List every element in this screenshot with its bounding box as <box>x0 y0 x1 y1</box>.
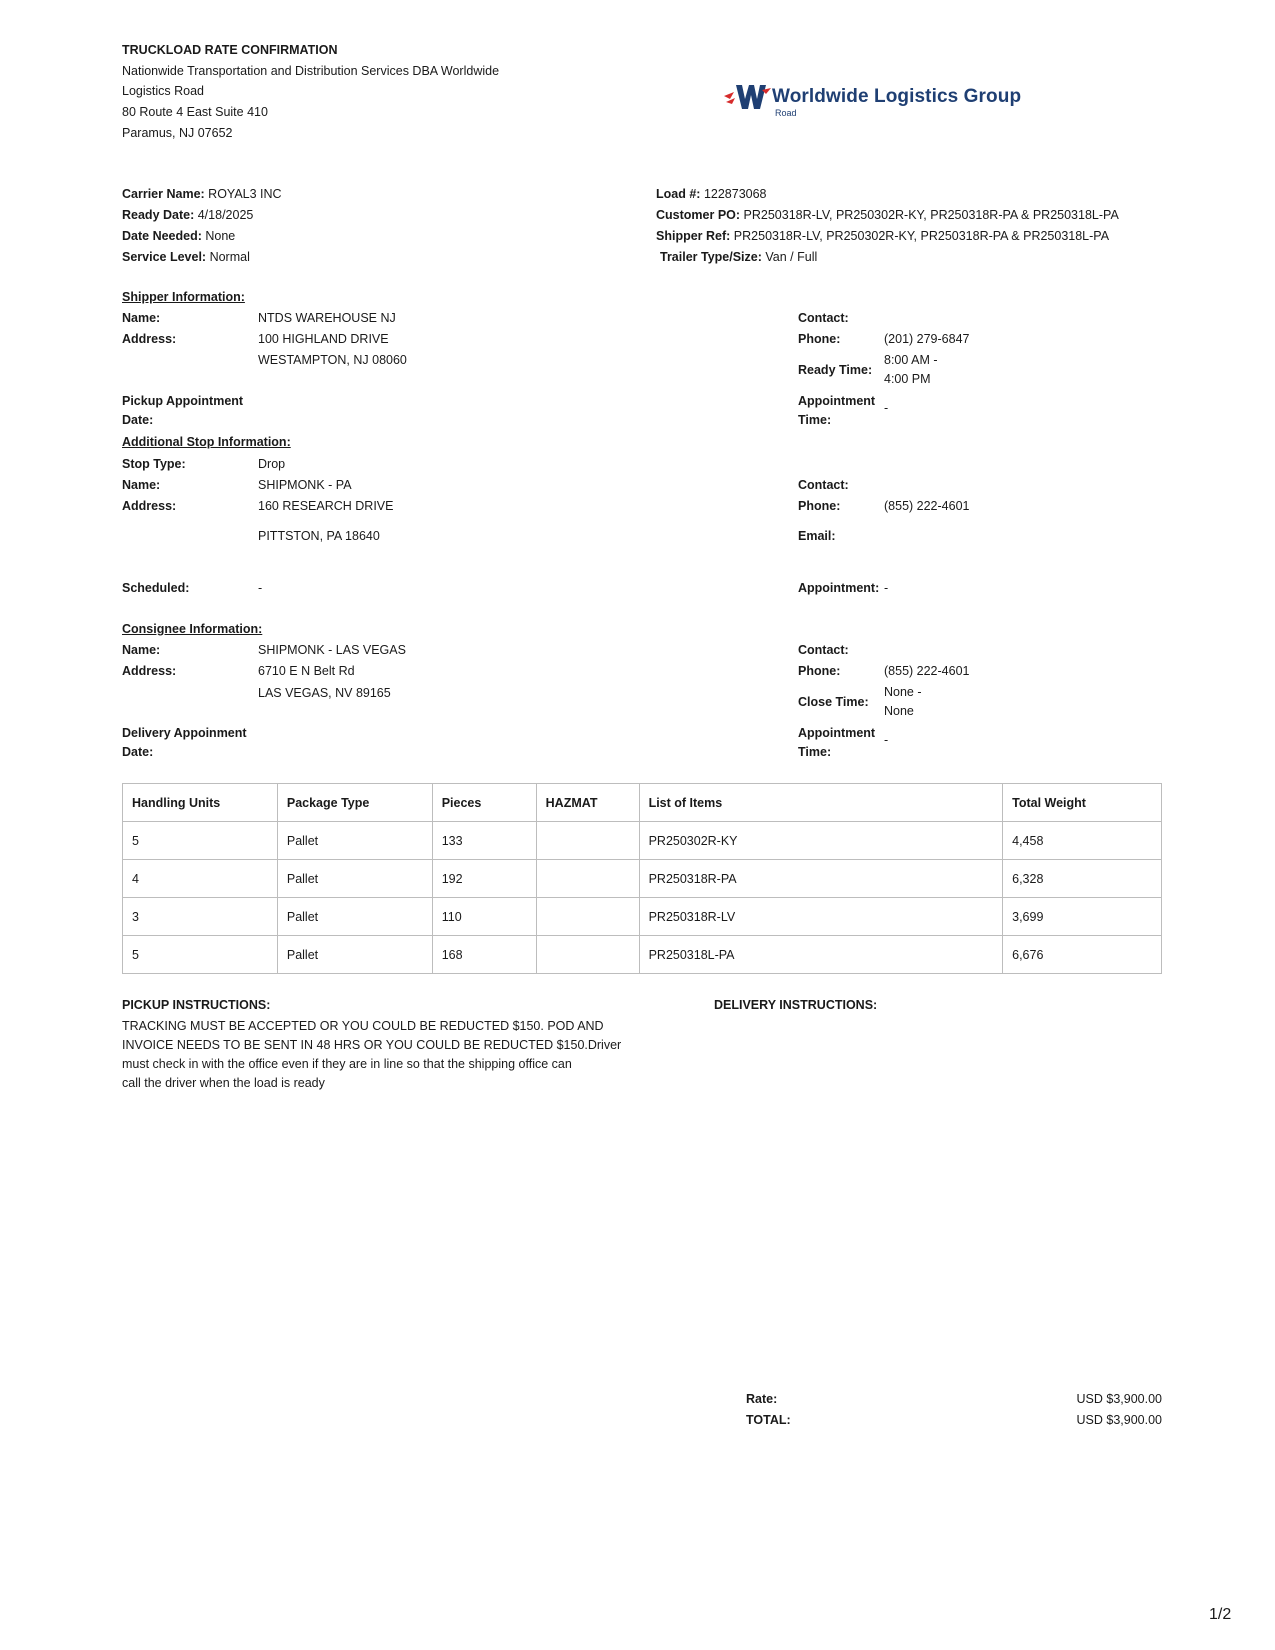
pickup-instructions-line3: must check in with the office even if they are in line so that the shipping office can <box>122 1057 572 1071</box>
logo-w-icon <box>722 82 772 112</box>
close-time-start: None - <box>884 685 922 699</box>
stop-appointment-label: Appointment: <box>798 581 880 595</box>
consignee-contact-label: Contact: <box>798 643 849 657</box>
company-address-line1: 80 Route 4 East Suite 410 <box>122 105 268 119</box>
close-time-end: None <box>884 704 914 718</box>
total-label: TOTAL: <box>746 1413 791 1427</box>
shipper-ref-value: PR250318R-LV, PR250302R-KY, PR250318R-PA & PR250318L-PA <box>733 229 1110 243</box>
shipper-ref-label: Shipper Ref: <box>656 229 731 243</box>
stop-contact-label: Contact: <box>798 478 849 492</box>
stop-scheduled-label: Scheduled: <box>122 581 190 595</box>
cell-total-weight: 6,676 <box>1003 936 1162 974</box>
ready-date-row <box>122 207 253 223</box>
cell-pieces: 168 <box>432 936 536 974</box>
delivery-appt-time-value: - <box>884 733 889 747</box>
cell-hazmat <box>536 936 639 974</box>
cell-handling-units: 4 <box>123 860 278 898</box>
date-needed-row <box>122 228 235 244</box>
shipper-heading: Shipper Information: <box>122 290 245 304</box>
stop-type-label: Stop Type: <box>122 457 186 471</box>
delivery-appt-date-label2: Date: <box>122 745 154 759</box>
stop-phone-label: Phone: <box>798 499 841 513</box>
cell-total-weight: 4,458 <box>1003 822 1162 860</box>
cell-pieces: 192 <box>432 860 536 898</box>
cell-handling-units: 5 <box>123 822 278 860</box>
cell-pieces: 133 <box>432 822 536 860</box>
ready-date-value: 4/18/2025 <box>197 208 254 222</box>
total-value: USD $3,900.00 <box>1076 1413 1162 1427</box>
pickup-instructions-line1: TRACKING MUST BE ACCEPTED OR YOU COULD BE REDUCTED $150. POD AND <box>122 1019 604 1033</box>
table-row <box>123 936 1162 974</box>
shipper-contact-label: Contact: <box>798 311 849 325</box>
rate-value: USD $3,900.00 <box>1076 1392 1162 1406</box>
stop-name-label: Name: <box>122 478 161 492</box>
customer-po-row <box>656 207 1119 223</box>
pickup-instructions-heading: PICKUP INSTRUCTIONS: <box>122 998 271 1012</box>
cell-total-weight: 6,328 <box>1003 860 1162 898</box>
shipper-address2: WESTAMPTON, NJ 08060 <box>258 353 407 367</box>
load-number-label: Load #: <box>656 187 701 201</box>
carrier-name-row <box>122 186 282 202</box>
pickup-appt-date-label2: Date: <box>122 413 154 427</box>
header-pieces: Pieces <box>432 784 536 822</box>
stop-heading: Additional Stop Information: <box>122 435 291 449</box>
customer-po-value: PR250318R-LV, PR250302R-KY, PR250318R-PA & PR250318L-PA <box>743 208 1119 222</box>
document-title: TRUCKLOAD RATE CONFIRMATION <box>122 43 338 57</box>
items-table <box>122 783 1162 974</box>
table-header-row <box>123 784 1162 822</box>
header-handling-units: Handling Units <box>123 784 278 822</box>
pickup-instructions-line4: call the driver when the load is ready <box>122 1076 325 1090</box>
consignee-address2: LAS VEGAS, NV 89165 <box>258 686 391 700</box>
trailer-row <box>660 249 817 265</box>
stop-phone: (855) 222-4601 <box>884 499 970 513</box>
logo-subtext: Road <box>775 108 797 118</box>
ready-time-end: 4:00 PM <box>884 372 931 386</box>
table-row <box>123 898 1162 936</box>
cell-list-of-items: PR250302R-KY <box>639 822 1003 860</box>
cell-handling-units: 5 <box>123 936 278 974</box>
consignee-phone: (855) 222-4601 <box>884 664 970 678</box>
customer-po-label: Customer PO: <box>656 208 741 222</box>
stop-address-label: Address: <box>122 499 177 513</box>
date-needed-value: None <box>205 229 236 243</box>
cell-list-of-items: PR250318R-PA <box>639 860 1003 898</box>
cell-package-type: Pallet <box>277 822 432 860</box>
header-total-weight: Total Weight <box>1003 784 1162 822</box>
trailer-value: Van / Full <box>765 250 818 264</box>
stop-address1: 160 RESEARCH DRIVE <box>258 499 394 513</box>
stop-address2: PITTSTON, PA 18640 <box>258 529 380 543</box>
rate-label: Rate: <box>746 1392 778 1406</box>
stop-type: Drop <box>258 457 286 471</box>
company-name-line1: Nationwide Transportation and Distribution Services DBA Worldwide <box>122 64 500 78</box>
ready-time-label: Ready Time: <box>798 363 873 377</box>
cell-package-type: Pallet <box>277 898 432 936</box>
load-number-row <box>656 186 767 202</box>
shipper-phone: (201) 279-6847 <box>884 332 970 346</box>
pickup-appt-time-value: - <box>884 401 889 415</box>
ready-date-label: Ready Date: <box>122 208 195 222</box>
pickup-appt-date-label1: Pickup Appointment <box>122 394 244 408</box>
pickup-instructions-line2: INVOICE NEEDS TO BE SENT IN 48 HRS OR YOU COULD BE REDUCTED $150.Driver <box>122 1038 622 1052</box>
consignee-heading: Consignee Information: <box>122 622 263 636</box>
service-level-label: Service Level: <box>122 250 207 264</box>
table-row <box>123 822 1162 860</box>
header-list-of-items: List of Items <box>639 784 1003 822</box>
cell-list-of-items: PR250318R-LV <box>639 898 1003 936</box>
logo-text: Worldwide Logistics Group <box>772 86 1022 107</box>
consignee-phone-label: Phone: <box>798 664 841 678</box>
header-hazmat: HAZMAT <box>536 784 639 822</box>
table-row <box>123 860 1162 898</box>
cell-hazmat <box>536 898 639 936</box>
stop-email-label: Email: <box>798 529 836 543</box>
consignee-name: SHIPMONK - LAS VEGAS <box>258 643 406 657</box>
pickup-appt-time-label2: Time: <box>798 413 832 427</box>
ready-time-start: 8:00 AM - <box>884 353 938 367</box>
trailer-label: Trailer Type/Size: <box>660 250 762 264</box>
cell-package-type: Pallet <box>277 860 432 898</box>
carrier-name-value: ROYAL3 INC <box>208 187 282 201</box>
close-time-label: Close Time: <box>798 695 869 709</box>
load-number-value: 122873068 <box>703 187 767 201</box>
delivery-appt-time-label2: Time: <box>798 745 832 759</box>
cell-handling-units: 3 <box>123 898 278 936</box>
company-name-line2: Logistics Road <box>122 84 204 98</box>
shipper-address-label: Address: <box>122 332 177 346</box>
service-level-row <box>122 249 250 265</box>
cell-hazmat <box>536 860 639 898</box>
delivery-appt-date-label1: Delivery Appoinment <box>122 726 247 740</box>
shipper-ref-row <box>656 228 1109 244</box>
cell-hazmat <box>536 822 639 860</box>
pickup-appt-time-label1: Appointment <box>798 394 876 408</box>
page-number: 1/2 <box>1209 1606 1232 1623</box>
stop-appointment: - <box>884 581 889 595</box>
header-package-type: Package Type <box>277 784 432 822</box>
cell-list-of-items: PR250318L-PA <box>639 936 1003 974</box>
carrier-name-label: Carrier Name: <box>122 187 205 201</box>
company-address-line2: Paramus, NJ 07652 <box>122 126 233 140</box>
consignee-address1: 6710 E N Belt Rd <box>258 664 355 678</box>
company-logo <box>722 82 1022 120</box>
delivery-instructions-heading: DELIVERY INSTRUCTIONS: <box>714 998 878 1012</box>
shipper-name: NTDS WAREHOUSE NJ <box>258 311 396 325</box>
stop-scheduled: - <box>258 581 263 595</box>
stop-name: SHIPMONK - PA <box>258 478 352 492</box>
service-level-value: Normal <box>209 250 250 264</box>
shipper-address1: 100 HIGHLAND DRIVE <box>258 332 389 346</box>
consignee-address-label: Address: <box>122 664 177 678</box>
date-needed-label: Date Needed: <box>122 229 202 243</box>
cell-pieces: 110 <box>432 898 536 936</box>
delivery-appt-time-label1: Appointment <box>798 726 876 740</box>
cell-total-weight: 3,699 <box>1003 898 1162 936</box>
cell-package-type: Pallet <box>277 936 432 974</box>
shipper-name-label: Name: <box>122 311 161 325</box>
shipper-phone-label: Phone: <box>798 332 841 346</box>
consignee-name-label: Name: <box>122 643 161 657</box>
